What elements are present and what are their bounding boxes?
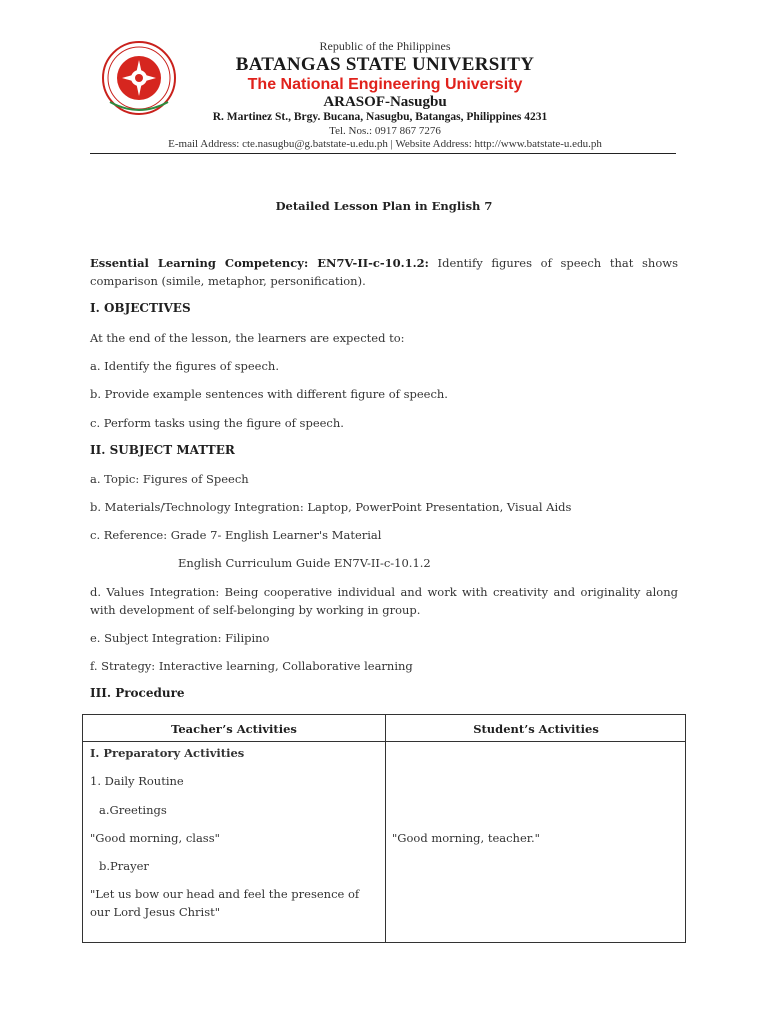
university-name: BATANGAS STATE UNIVERSITY [235, 54, 535, 75]
telephone-line: Tel. Nos.: 0917 867 7276 [329, 125, 441, 137]
procedure-heading: III. Procedure [90, 686, 185, 700]
reference-line: c. Reference: Grade 7- English Learner's Material [90, 528, 382, 542]
values-paragraph: d. Values Integration: Being cooperative individual and work with creativity and originality along with development of self-belonging by working in group. [90, 585, 678, 617]
university-seal-icon [84, 40, 194, 116]
competency-paragraph [90, 254, 678, 290]
student-greeting: "Good morning, teacher." [392, 831, 540, 845]
campus-name: ARASOF-Nasugbu [323, 94, 447, 110]
objective-item: a. Identify the figures of speech. [90, 359, 279, 373]
greetings-label: a.Greetings [99, 803, 167, 817]
table-header-divider [83, 741, 685, 742]
teacher-greeting: "Good morning, class" [90, 831, 220, 845]
subject-integration-line: e. Subject Integration: Filipino [90, 631, 270, 645]
prayer-label: b.Prayer [99, 859, 149, 873]
table-column-divider [385, 715, 386, 942]
preparatory-activities-label: I. Preparatory Activities [90, 746, 245, 760]
university-tagline: The National Engineering University [247, 76, 523, 93]
competency-text: Identify figures of speech that shows comparison (simile, metaphor, personification). [90, 256, 678, 288]
document-title: Detailed Lesson Plan in English 7 [275, 199, 493, 213]
procedure-table [82, 714, 686, 943]
competency-label: Essential Learning Competency: EN7V-II-c-10.1.2: [90, 256, 429, 270]
objective-item: c. Perform tasks using the figure of speech. [90, 416, 344, 430]
email-website-line: E-mail Address: cte.nasugbu@g.batstate-u.edu.ph | Website Address: http://www.batstate-u.edu.ph [168, 138, 602, 150]
topic-line: a. Topic: Figures of Speech [90, 472, 249, 486]
student-activities-header: Student’s Activities [473, 722, 599, 736]
reference-guide-line: English Curriculum Guide EN7V-II-c-10.1.2 [178, 556, 431, 570]
subject-matter-heading: II. SUBJECT MATTER [90, 443, 235, 457]
materials-line: b. Materials/Technology Integration: Laptop, PowerPoint Presentation, Visual Aids [90, 500, 572, 514]
objectives-intro: At the end of the lesson, the learners are expected to: [90, 331, 405, 345]
teacher-prayer: "Let us bow our head and feel the presence of our Lord Jesus Christ" [90, 887, 360, 919]
teacher-activities-header: Teacher’s Activities [171, 722, 297, 736]
daily-routine-label: 1. Daily Routine [90, 774, 184, 788]
objectives-heading: I. OBJECTIVES [90, 301, 191, 315]
strategy-line: f. Strategy: Interactive learning, Collaborative learning [90, 659, 413, 673]
campus-address: R. Martinez St., Brgy. Bucana, Nasugbu, Batangas, Philippines 4231 [212, 111, 548, 123]
header-divider [90, 153, 676, 154]
objective-item: b. Provide example sentences with different figure of speech. [90, 387, 448, 401]
republic-line: Republic of the Philippines [319, 39, 451, 53]
